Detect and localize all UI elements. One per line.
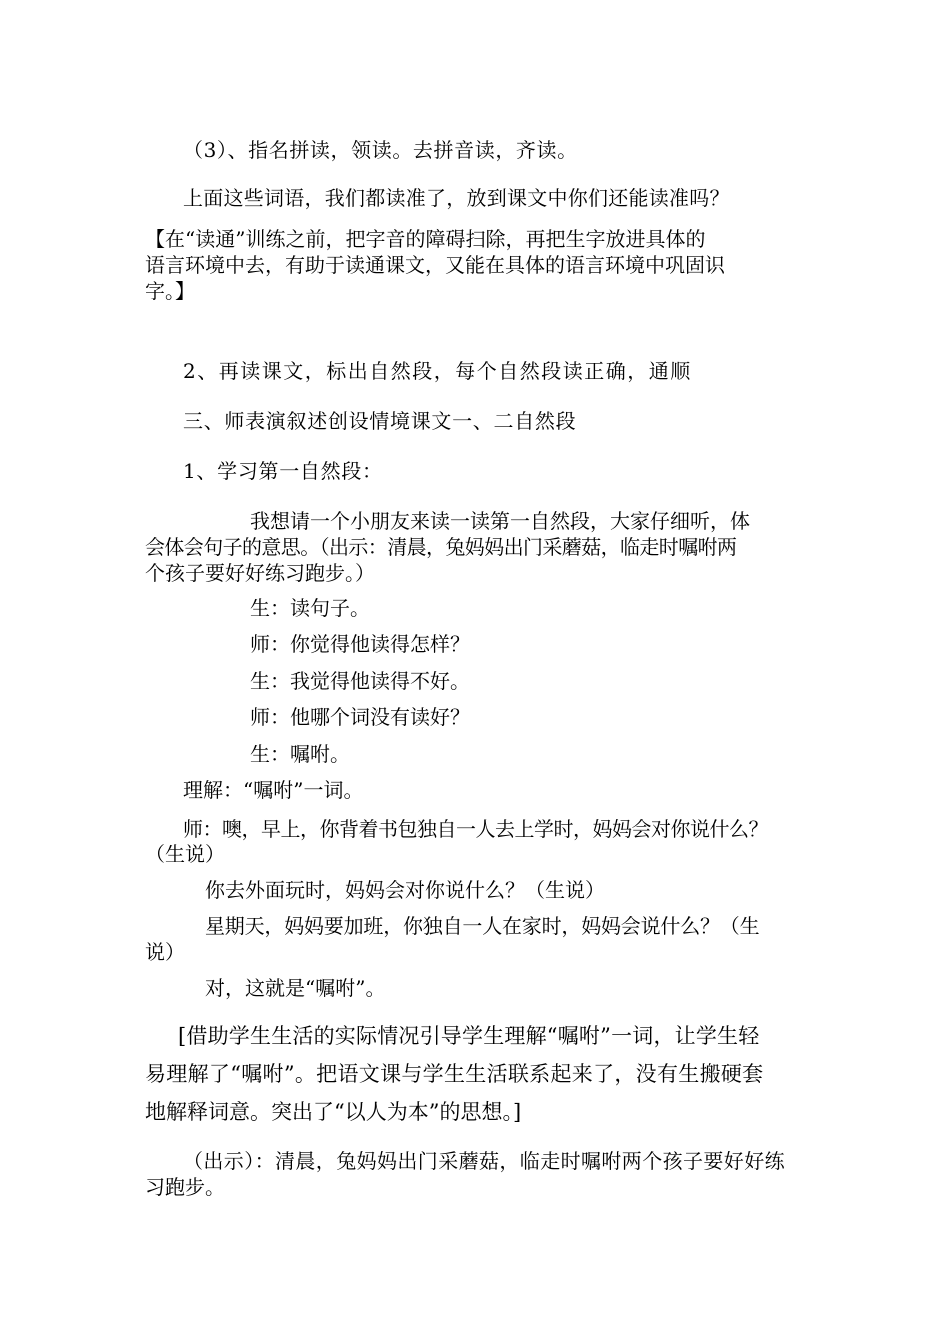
text-line: （3）、指名拼读，领读。去拼音读，齐读。: [183, 138, 578, 162]
text-line: 理解：“嘱咐”一词。: [183, 778, 364, 802]
text-line: （出示）：清晨，兔妈妈出门采蘑菇，临走时嘱咐两个孩子要好好练: [183, 1149, 785, 1173]
text-line: 星期天，妈妈要加班，你独自一人在家时，妈妈会说什么？（生: [205, 914, 760, 938]
text-line: 生：读句子。: [250, 596, 370, 620]
text-line: 生：我觉得他读得不好。: [250, 669, 470, 693]
text-line: [借助学生生活的实际情况引导学生理解“嘱咐”一词，让学生轻: [178, 1024, 760, 1048]
text-line: 师：他哪个词没有读好？: [250, 705, 470, 729]
text-line: 2、再读课文，标出自然段，每个自然段读正确，通顺: [183, 359, 692, 383]
text-line: 三、师表演叙述创设情境课文一、二自然段: [183, 409, 577, 433]
text-line: 说）: [145, 940, 185, 964]
text-line: 1、学习第一自然段：: [183, 459, 383, 483]
text-line: 师：噢，早上，你背着书包独自一人去上学时，妈妈会对你说什么？: [183, 817, 768, 841]
text-line: 上面这些词语，我们都读准了，放到课文中你们还能读准吗？: [183, 186, 730, 210]
text-line: 语言环境中去，有助于读通课文，又能在具体的语言环境中巩固识: [145, 253, 725, 277]
text-line: 个孩子要好好练习跑步。）: [145, 561, 375, 585]
text-line: 我想请一个小朋友来读一读第一自然段，大家仔细听，体: [250, 509, 750, 533]
text-line: 会体会句子的意思。（出示：清晨，兔妈妈出门采蘑菇，临走时嘱咐两: [145, 535, 737, 559]
text-line: 师：你觉得他读得怎样？: [250, 632, 470, 656]
text-line: 习跑步。: [145, 1175, 225, 1199]
text-line: 易理解了“嘱咐”。把语文课与学生生活联系起来了，没有生搬硬套: [145, 1062, 764, 1086]
text-line: （生说）: [145, 842, 225, 866]
text-line: 【在“读通”训练之前，把字音的障碍扫除，再把生字放进具体的: [145, 227, 706, 251]
text-line: 地解释词意。突出了“以人为本”的思想。]: [145, 1100, 522, 1124]
text-line: 对，这就是“嘱咐”。: [205, 976, 386, 1000]
text-line: 生：嘱咐。: [250, 742, 350, 766]
text-line: 你去外面玩时，妈妈会对你说什么？（生说）: [205, 878, 605, 902]
text-line: 字。】: [145, 279, 195, 303]
